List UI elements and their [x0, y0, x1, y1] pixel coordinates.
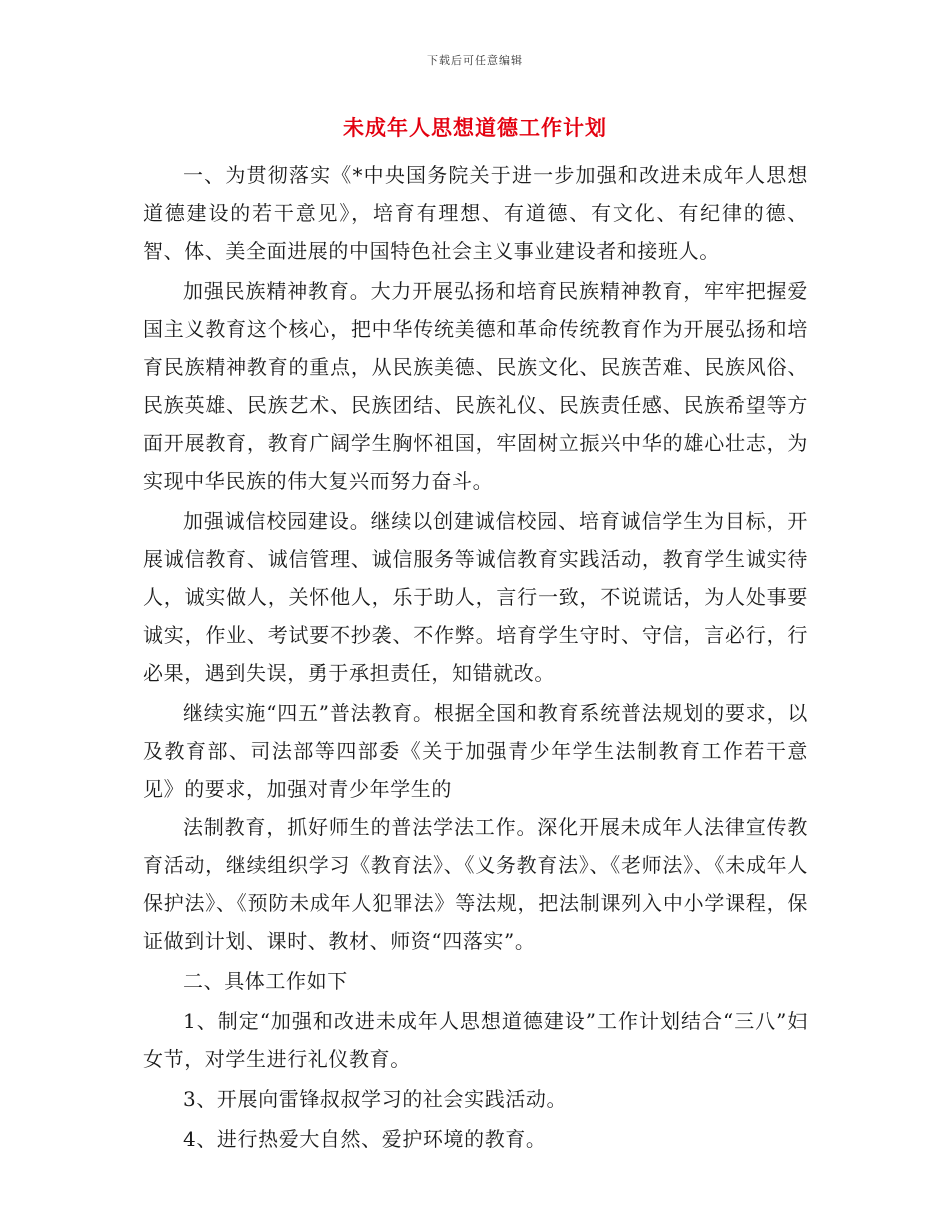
paragraph-law-education-continued: 法制教育，抓好师生的普法学法工作。深化开展未成年人法律宣传教育活动，继续组织学习《教育法》、《义务教育法》、《老师法》、《未成年人保护法》、《预防未成年人犯罪法》等法规，把法制课列入中小学课程，保证做到计划、课时、教材、师资“四落实”。 — [143, 815, 808, 953]
page-header-note: 下载后可任意编辑 — [427, 54, 523, 67]
list-item-1: 1、制定“加强和改进未成年人思想道德建设”工作计划结合“三八”妇女节，对学生进行礼仪教育。 — [143, 1009, 808, 1071]
list-item-4: 4、进行热爱大自然、爱护环境的教育。 — [183, 1127, 547, 1151]
paragraph-national-spirit: 加强民族精神教育。大力开展弘扬和培育民族精神教育，牢牢把握爱国主义教育这个核心，把中华传统美德和革命传统教育作为开展弘扬和培育民族精神教育的重点，从民族美德、民族文化、民族苦难、民族风俗、民族英雄、民族艺术、民族团结、民族礼仪、民族责任感、民族希望等方面开展教育，教育广阔学生胸怀祖国，牢固树立振兴中华的雄心壮志，为实现中华民族的伟大复兴而努力奋斗。 — [143, 279, 808, 493]
document-title: 未成年人思想道德工作计划 — [343, 115, 607, 140]
paragraph-law-education: 继续实施“四五”普法教育。根据全国和教育系统普法规划的要求，以及教育部、司法部等四部委《关于加强青少年学生法制教育工作若干意见》的要求，加强对青少年学生的 — [143, 701, 808, 801]
list-item-3: 3、开展向雷锋叔叔学习的社会实践活动。 — [183, 1087, 568, 1111]
paragraph-section-two-heading: 二、具体工作如下 — [183, 969, 348, 993]
paragraph-integrity-campus: 加强诚信校园建设。继续以创建诚信校园、培育诚信学生为目标，开展诚信教育、诚信管理、诚信服务等诚信教育实践活动，教育学生诚实待人，诚实做人，关怀他人，乐于助人，言行一致，不说谎话，为人处事要诚实，作业、考试要不抄袭、不作弊。培育学生守时、守信，言必行，行必果，遇到失误，勇于承担责任，知错就改。 — [143, 509, 808, 685]
paragraph-intro: 一、为贯彻落实《*中央国务院关于进一步加强和改进未成年人思想道德建设的若干意见》，培育有理想、有道德、有文化、有纪律的德、智、体、美全面进展的中国特色社会主义事业建设者和接班人。 — [143, 163, 808, 263]
document-body — [143, 156, 808, 1158]
